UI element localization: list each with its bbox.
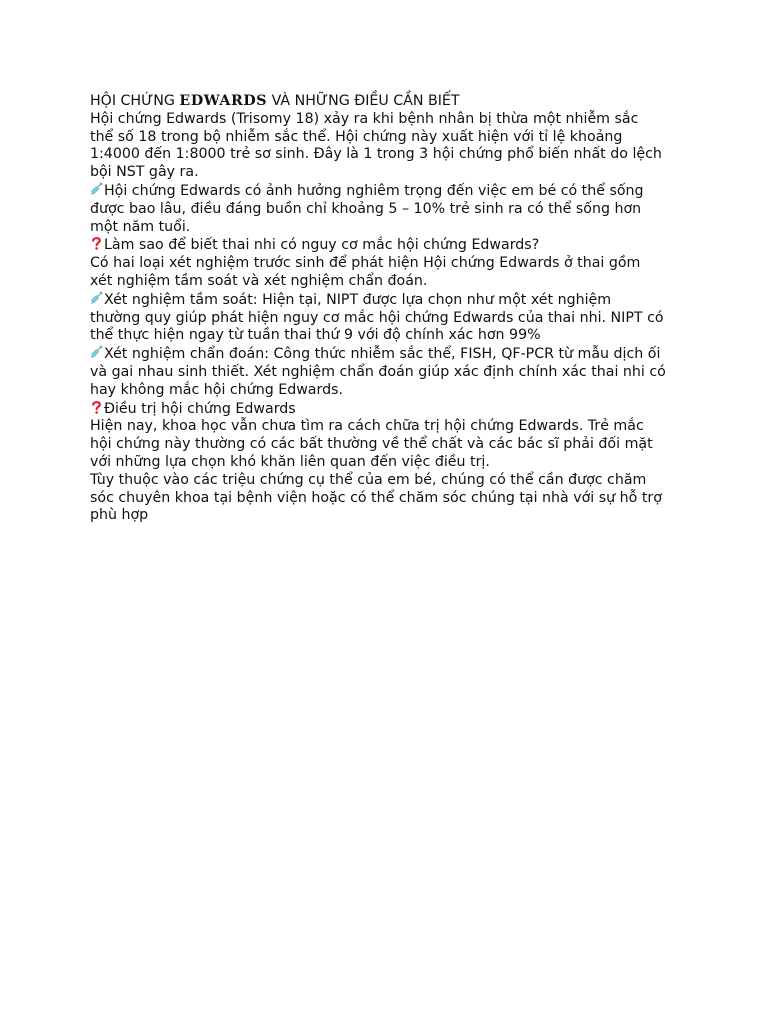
tests-paragraph — [90, 255, 682, 291]
diagnostic-paragraph — [90, 345, 682, 399]
paragraph-line: thường quy giúp phát hiện nguy cơ mắc hội chứng Edwards của thai nhi. NIPT có — [90, 309, 664, 326]
paragraph-line: Tùy thuộc vào các triệu chứng cụ thể của em bé, chúng có thể cần được chăm — [90, 471, 647, 488]
bullet-line — [90, 182, 682, 201]
treatment-paragraph — [90, 418, 682, 471]
paragraph-line: phù hợp — [90, 507, 149, 524]
care-paragraph — [90, 472, 682, 525]
paragraph-line: Hội chứng Edwards có ảnh hưởng nghiêm trọng đến việc em bé có thể sống — [104, 182, 644, 199]
paragraph-line: 1:4000 đến 1:8000 trẻ sơ sinh. Đây là 1 trong 3 hội chứng phổ biến nhất do lệch — [90, 146, 662, 163]
paragraph-line: được bao lâu, điều đáng buồn chỉ khoảng 5 – 10% trẻ sinh ra có thể sống hơn — [90, 200, 642, 217]
paragraph-line: xét nghiệm tầm soát và xét nghiệm chẩn đoán. — [90, 272, 428, 289]
paragraph-line: một năm tuổi. — [90, 218, 191, 235]
paragraph-line: thể số 18 trong bộ nhiễm sắc thể. Hội chứng này xuất hiện với tỉ lệ khoảng — [90, 128, 623, 145]
question-heading-detect — [90, 236, 682, 255]
syringe-icon — [90, 182, 103, 196]
paragraph-line: Xét nghiệm tầm soát: Hiện tại, NIPT được lựa chọn như một xét nghiệm — [104, 291, 612, 308]
question-text: Làm sao để biết thai nhi có nguy cơ mắc hội chứng Edwards? — [104, 237, 540, 254]
title-prefix: HỘI CHỨNG — [90, 93, 180, 109]
paragraph-line: sóc chuyên khoa tại bệnh viện hoặc có thể chăm sóc chúng tại nhà với sự hỗ trợ — [90, 489, 662, 506]
screening-paragraph — [90, 291, 682, 345]
question-text: Điều trị hội chứng Edwards — [104, 400, 296, 417]
syringe-icon — [90, 291, 103, 305]
paragraph-line: hội chứng này thường có các bất thường về thể chất và các bác sĩ phải đối mặt — [90, 436, 653, 453]
title-emphasis: EDWARDS — [179, 93, 268, 109]
question-mark-icon — [90, 236, 103, 250]
paragraph-line: Hội chứng Edwards (Trisomy 18) xảy ra khi bệnh nhân bị thừa một nhiễm sắc — [90, 110, 639, 127]
title-suffix: VÀ NHỮNG ĐIỀU CẦN BIẾT — [267, 93, 460, 109]
question-heading-treatment — [90, 400, 682, 419]
intro-paragraph — [90, 111, 682, 182]
document-title — [90, 93, 682, 111]
paragraph-line: với những lựa chọn khó khăn liên quan đến việc điều trị. — [90, 453, 490, 470]
syringe-icon — [90, 345, 103, 359]
paragraph-line: thể thực hiện ngay từ tuần thai thứ 9 với độ chính xác hơn 99% — [90, 327, 541, 344]
bullet-line — [90, 291, 682, 310]
question-mark-icon — [90, 400, 103, 414]
paragraph-line: và gai nhau sinh thiết. Xét nghiệm chẩn đoán giúp xác định chính xác thai nhi có — [90, 363, 666, 380]
document-body — [90, 93, 682, 525]
paragraph-line: hay không mắc hội chứng Edwards. — [90, 381, 343, 398]
survival-paragraph — [90, 182, 682, 236]
paragraph-line: bội NST gây ra. — [90, 164, 199, 181]
paragraph-line: Xét nghiệm chẩn đoán: Công thức nhiễm sắc thể, FISH, QF-PCR từ mẫu dịch ối — [104, 346, 661, 363]
paragraph-line: Hiện nay, khoa học vẫn chưa tìm ra cách chữa trị hội chứng Edwards. Trẻ mắc — [90, 418, 644, 435]
paragraph-line: Có hai loại xét nghiệm trước sinh để phát hiện Hội chứng Edwards ở thai gồm — [90, 255, 641, 272]
bullet-line — [90, 345, 682, 364]
